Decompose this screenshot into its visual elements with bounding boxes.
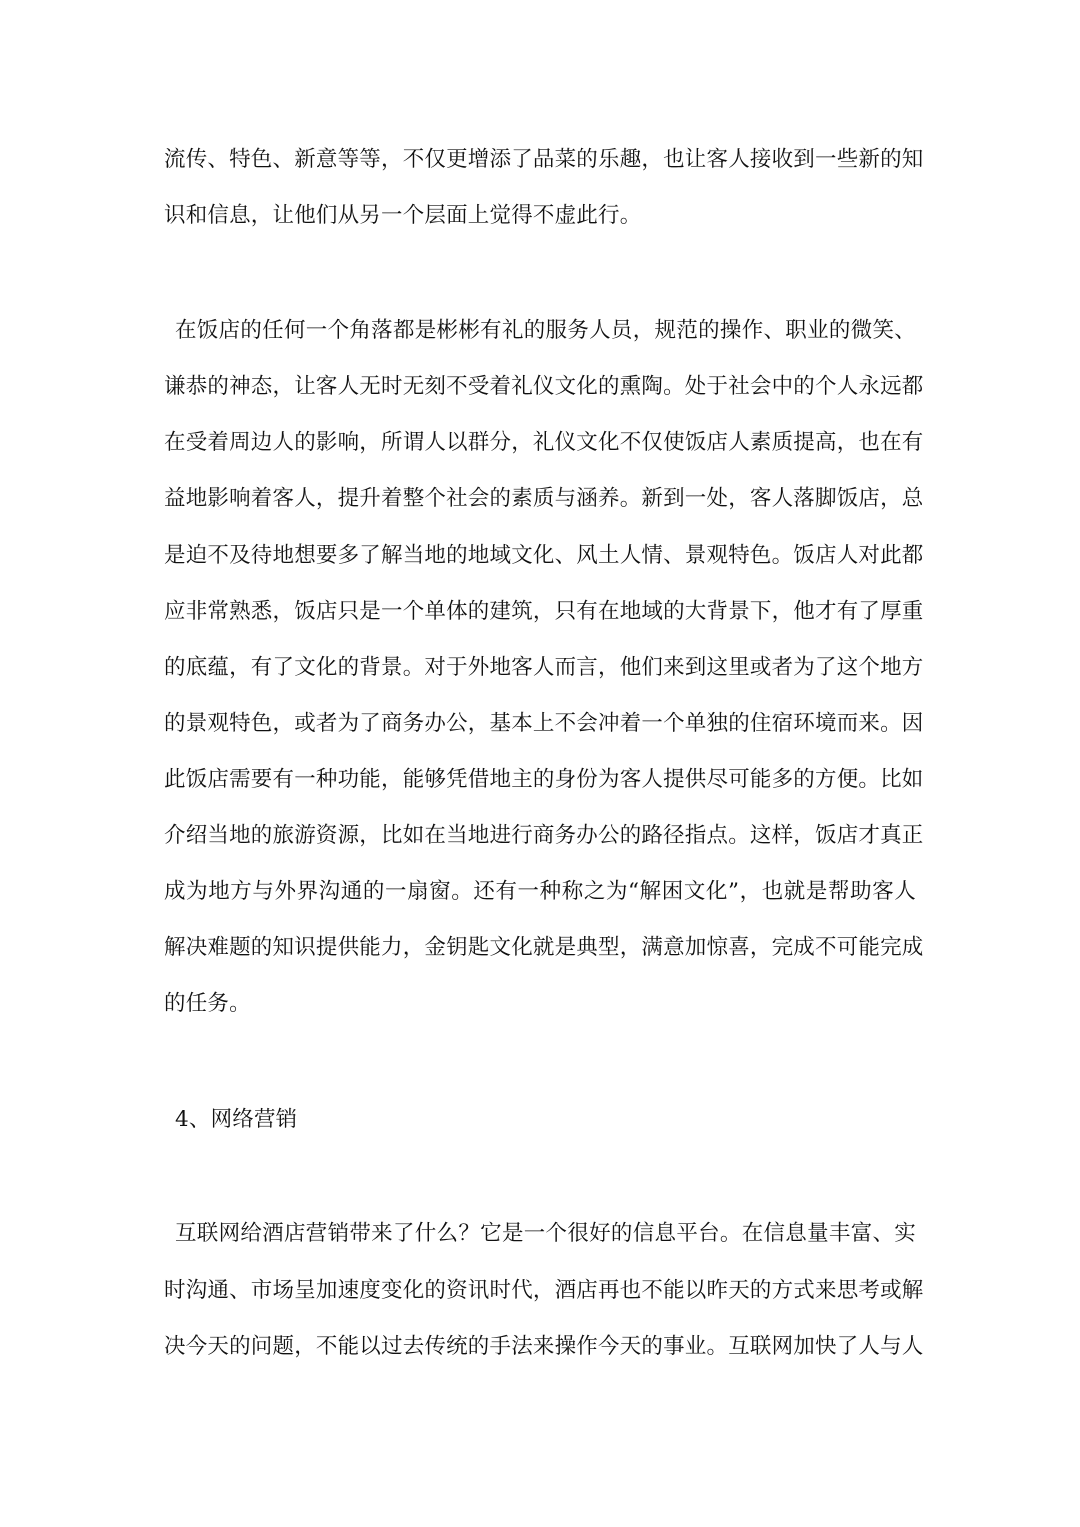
paragraph-4-line-3: 决今天的问题，不能以过去传统的手法来操作今天的事业。互联网加快了人与人 [164, 1334, 924, 1359]
paragraph-2-line-12: 解决难题的知识提供能力，金钥匙文化就是典型，满意加惊喜，完成不可能完成 [164, 935, 924, 960]
paragraph-2-line-9: 此饭店需要有一种功能，能够凭借地主的身份为客人提供尽可能多的方便。比如 [164, 767, 924, 792]
paragraph-2-line-6: 应非常熟悉，饭店只是一个单体的建筑，只有在地域的大背景下，他才有了厚重 [164, 599, 924, 624]
paragraph-2-line-4: 益地影响着客人，提升着整个社会的素质与涵养。新到一处，客人落脚饭店，总 [164, 486, 924, 511]
paragraph-1-line-1: 流传、特色、新意等等，不仅更增添了品菜的乐趣，也让客人接收到一些新的知 [164, 147, 924, 172]
paragraph-4-line-1: 互联网给酒店营销带来了什么？它是一个很好的信息平台。在信息量丰富、实 [175, 1221, 916, 1246]
paragraph-2-line-13: 的任务。 [164, 991, 251, 1016]
paragraph-2-line-7: 的底蕴，有了文化的背景。对于外地客人而言，他们来到这里或者为了这个地方 [164, 655, 924, 680]
paragraph-2-line-1: 在饭店的任何一个角落都是彬彬有礼的服务人员，规范的操作、职业的微笑、 [175, 318, 916, 343]
paragraph-2-line-11: 成为地方与外界沟通的一扇窗。还有一种称之为“解困文化”，也就是帮助客人 [164, 879, 916, 904]
paragraph-1-line-2: 识和信息，让他们从另一个层面上觉得不虚此行。 [164, 203, 642, 228]
paragraph-2-line-10: 介绍当地的旅游资源，比如在当地进行商务办公的路径指点。这样，饭店才真正 [164, 823, 924, 848]
section-heading: 4、网络营销 [175, 1107, 298, 1132]
paragraph-2-line-5: 是迫不及待地想要多了解当地的地域文化、风土人情、景观特色。饭店人对此都 [164, 543, 924, 568]
paragraph-2-line-3: 在受着周边人的影响，所谓人以群分，礼仪文化不仅使饭店人素质提高，也在有 [164, 430, 924, 455]
paragraph-4-line-2: 时沟通、市场呈加速度变化的资讯时代，酒店再也不能以昨天的方式来思考或解 [164, 1278, 924, 1303]
paragraph-2-line-8: 的景观特色，或者为了商务办公，基本上不会冲着一个单独的住宿环境而来。因 [164, 711, 924, 736]
paragraph-2-line-2: 谦恭的神态，让客人无时无刻不受着礼仪文化的熏陶。处于社会中的个人永远都 [164, 374, 924, 399]
